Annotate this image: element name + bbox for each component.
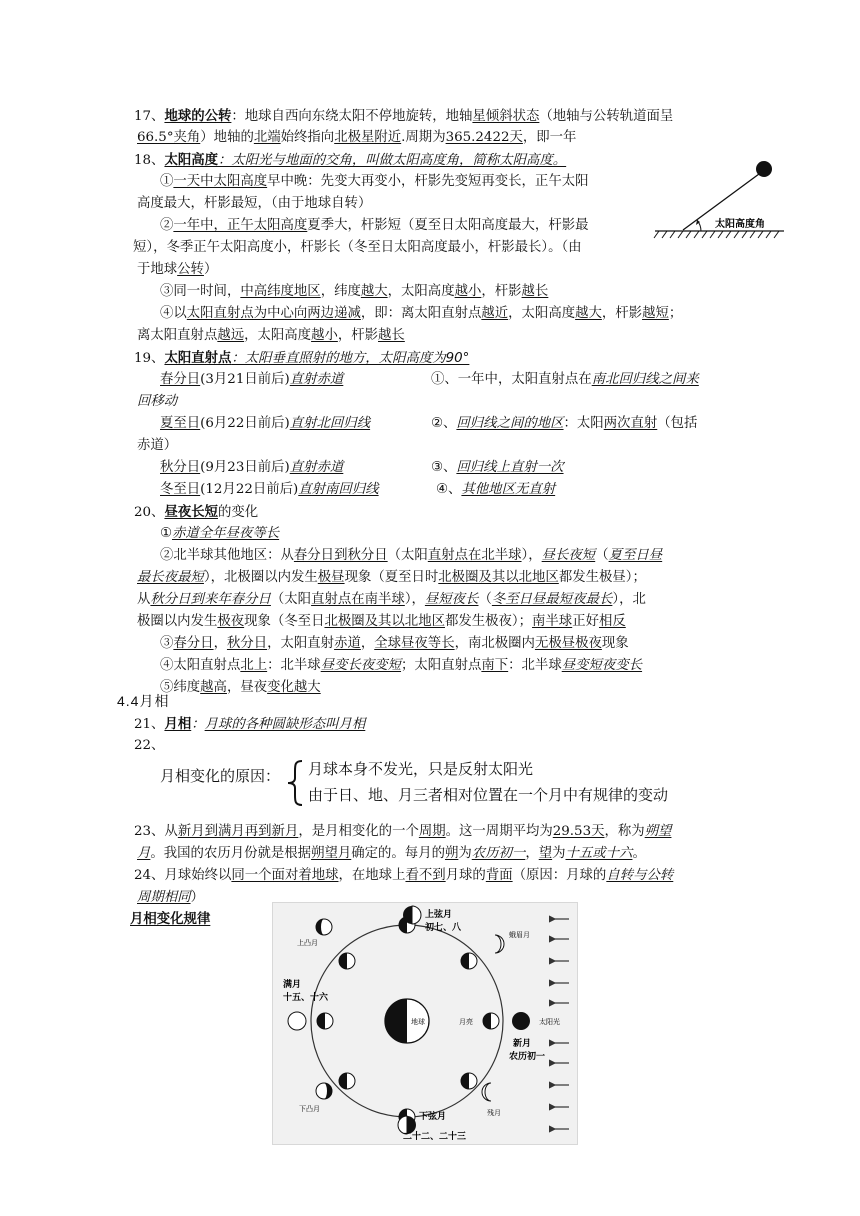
text: （原因：月球的: [512, 868, 607, 883]
first-quarter-label: 上弦月: [425, 910, 453, 920]
keyword: 越长: [521, 284, 549, 299]
text: 。这一周期平均为: [445, 824, 553, 839]
p19-row3-right: [431, 458, 564, 478]
text: 。: [632, 846, 646, 861]
first-quarter-icon: [403, 906, 421, 924]
waning-crescent-icon: [482, 1083, 491, 1101]
text: .周期为: [401, 130, 446, 145]
text: ；: [668, 306, 683, 321]
text: ，即一年: [522, 130, 577, 145]
text: 24、月球始终以: [134, 868, 232, 883]
keyword: 29.53天: [552, 824, 605, 839]
keyword: 冬至日: [160, 482, 201, 497]
sun-altitude-figure: [653, 157, 785, 240]
text: 夏季大，杆影短（夏至日太阳高度最大，杆影最: [307, 218, 589, 233]
p18-title: [134, 150, 566, 171]
last-quarter-day: 二十二、二十三: [403, 1132, 467, 1142]
text: ，即：离太阳直射点: [360, 306, 482, 321]
item-number: 22、: [134, 738, 165, 753]
text: 都发生极夜）；: [444, 614, 533, 629]
reason-item-1: 月球本身不发光，只是反射太阳光: [308, 760, 534, 778]
new-moon-icon: [512, 1012, 530, 1030]
text: ），: [404, 592, 425, 607]
reason-item-2: 由于日、地、月三者相对位置在一个月中有规律的变动: [308, 786, 669, 804]
text: 早中晚：先变大再变小，杆影先变短再变长，正午太阳: [267, 174, 589, 189]
p21-line: [134, 714, 365, 735]
keyword: 看不到: [405, 868, 446, 883]
text: ；太阳直射点: [401, 658, 482, 673]
p20-title: [134, 502, 258, 523]
angle-label: 太阳高度角: [715, 219, 765, 230]
text: ，太阳高度: [387, 284, 455, 299]
keyword: 北极圈及其以北地区: [438, 570, 559, 585]
full-moon-icon: [288, 1012, 306, 1030]
keyword: 朔望月: [311, 846, 352, 861]
orbit-moon-right: [483, 1013, 499, 1029]
text: ：地球自西向东绕太阳不停地旋转，地轴: [231, 109, 473, 124]
keyword: 秋分日: [160, 460, 201, 475]
keyword: 秋分日到来年春分日: [150, 592, 271, 607]
text: 的变化: [218, 505, 259, 520]
moon-phase-svg: [273, 903, 577, 1144]
text: ），: [521, 548, 542, 563]
text: 现象（夏至日时: [344, 570, 439, 585]
keyword: 回归线上直射一次: [456, 460, 564, 475]
keyword: 周期: [418, 824, 446, 839]
text: 都发生极昼）；: [558, 570, 646, 585]
waning-gibbous-icon: [316, 1083, 332, 1099]
text: ，: [525, 846, 539, 861]
earth-label: 地球: [411, 1018, 425, 1026]
p24-line2: [137, 888, 204, 908]
keyword: 昼变长夜变短: [320, 658, 402, 673]
keyword: 直射点在南半球: [311, 592, 405, 607]
last-quarter-label: 下弦月: [419, 1112, 447, 1122]
text: ，: [213, 636, 227, 651]
keyword: 越长: [378, 328, 405, 343]
text: ，太阳高度: [244, 328, 312, 343]
p23-line1: [134, 822, 671, 842]
text: ，太阳直射: [267, 636, 335, 651]
keyword: 朔望: [644, 824, 672, 839]
text: ④太阳直射点: [160, 658, 241, 673]
p18-line1: [160, 172, 589, 192]
orbit-moon-top-right: [461, 953, 477, 969]
keyword: 其他地区无直射: [461, 482, 556, 497]
section-heading: 4.4月相: [117, 693, 170, 709]
item-number: 17、: [134, 109, 165, 124]
text: ：北半球: [508, 658, 562, 673]
waning-gibbous-label: 下凸月: [299, 1105, 320, 1113]
p20-line2: [160, 546, 662, 566]
text: ，杆影: [601, 306, 643, 321]
keyword: 南半球: [532, 614, 573, 629]
keyword: 周期相同: [137, 890, 191, 905]
keyword: 越小: [311, 328, 338, 343]
new-moon-label: 新月: [513, 1039, 532, 1049]
item-number: 18、: [134, 153, 165, 168]
text: 短），冬季正午太阳高度小，杆影长（冬至日太阳高度最小，杆影最长）。（由: [133, 240, 582, 255]
keyword: 农历初一: [471, 846, 526, 861]
full-moon-label: 满月: [283, 980, 302, 990]
waxing-crescent-icon: [495, 935, 504, 953]
keyword: 相反: [598, 614, 626, 629]
p18-line6: [160, 282, 548, 302]
text: ④以: [160, 306, 187, 321]
p19-row2: [160, 414, 370, 434]
text: ⑤纬度: [160, 680, 201, 695]
keyword: 夏至日昼: [608, 548, 663, 563]
text: (3月21日前后): [200, 372, 290, 387]
text: （太阳: [270, 592, 312, 607]
keyword: 越近: [481, 306, 509, 321]
keyword: 冬至日昼最短夜最长: [491, 592, 613, 607]
text: ，太阳高度: [508, 306, 576, 321]
text: (9月23日前后): [200, 460, 290, 475]
moon-phase-title: 月相变化规律: [130, 911, 211, 927]
term: 太阳高度: [164, 152, 218, 168]
p20-line5: [137, 612, 626, 632]
p19-title: [134, 348, 469, 369]
text: 。我国的农历月份就是根据: [150, 846, 312, 861]
full-moon-day: 十五、十六: [283, 993, 329, 1003]
keyword: 直射北回归线: [289, 416, 371, 431]
text: ，杆影: [481, 284, 522, 299]
p19-row2-right: [431, 414, 697, 434]
p17-line1: [134, 106, 673, 127]
term: 太阳直射点: [164, 350, 232, 366]
definition: ：太阳光与地面的交角，叫做太阳高度角，简称太阳高度。: [218, 153, 567, 168]
text: ，纬度: [320, 284, 361, 299]
text: ）: [203, 262, 218, 277]
p20-line6: [160, 634, 629, 654]
keyword: 一天中太阳高度: [173, 174, 268, 189]
p17-line2: [137, 128, 576, 148]
keyword: 66.5°夹角: [137, 130, 201, 145]
keyword: 昼长夜短: [541, 548, 596, 563]
keyword: 极昼: [317, 570, 345, 585]
text: 极圈以内发生: [137, 614, 218, 629]
keyword: 月: [137, 846, 151, 861]
keyword: 赤道: [334, 636, 361, 651]
keyword: 南北回归线之间来: [591, 372, 699, 387]
keyword: 秋分日: [226, 636, 268, 651]
p18-line3: [160, 216, 589, 236]
keyword: 昼变短夜变长: [561, 658, 643, 673]
text: ①: [160, 526, 173, 541]
keyword: 极夜: [217, 614, 245, 629]
p20-line4: [137, 590, 646, 610]
keyword: 越短: [642, 306, 669, 321]
reason-label: 月相变化的原因：: [160, 767, 281, 785]
keyword: 越大: [575, 306, 602, 321]
keyword: 新月到满月再到新月: [177, 824, 299, 839]
keyword: 春分日: [160, 372, 201, 387]
text: ，在地球上: [338, 868, 406, 883]
orbit-moon-bottom-left: [339, 1073, 355, 1089]
p22-number: [134, 736, 164, 756]
text: ，昼夜: [226, 680, 268, 695]
text: 为: [458, 846, 472, 861]
keyword: 同一个面对着地球: [231, 868, 339, 883]
p20-line7: [160, 656, 642, 676]
keyword: 一年中，正午太阳高度: [173, 218, 308, 233]
p19-row4-right: [436, 480, 555, 500]
text: ）: [190, 890, 204, 905]
text: ，南北极圈内: [454, 636, 535, 651]
text: 确定的。每月的: [351, 846, 445, 861]
text: ），北极圈以内发生: [203, 570, 318, 585]
text: 赤道）: [137, 438, 178, 453]
keyword: 中高纬度地区: [240, 284, 321, 299]
term: 月相: [164, 716, 192, 732]
text: ，杆影: [337, 328, 379, 343]
text: （: [478, 592, 492, 607]
p24-line1: [134, 866, 673, 886]
p20-line8: [160, 678, 321, 698]
text: 回移动: [137, 394, 178, 409]
p19-row3: [160, 458, 343, 478]
text: 正好: [572, 614, 599, 629]
keyword: 十五或十六: [565, 846, 633, 861]
keyword: 赤道全年昼夜等长: [172, 526, 280, 541]
text: 为: [552, 846, 566, 861]
text: ：太阳: [563, 416, 604, 431]
first-quarter-day: 初七、八: [425, 923, 462, 933]
p18-line8: [137, 326, 405, 346]
p19-row1: [160, 370, 343, 390]
text: ③、: [431, 460, 457, 475]
text: （太阳: [387, 548, 428, 563]
text: （地轴与公转轨道面呈: [539, 109, 674, 124]
text: （包括: [657, 416, 698, 431]
keyword: 春分日: [173, 636, 214, 651]
p19-row1b: [137, 392, 177, 412]
text: 从: [137, 592, 151, 607]
sunlight-label: 太阳光: [539, 1018, 560, 1026]
keyword: 回归线之间的地区: [456, 416, 564, 431]
keyword: 直射南回归线: [298, 482, 379, 497]
keyword: 昼短夜长: [424, 592, 479, 607]
text: 始终指向: [280, 130, 335, 145]
keyword: 北极圈及其以北地区: [324, 614, 445, 629]
text: ②、: [431, 416, 457, 431]
text: ，: [360, 636, 375, 651]
definition: ：太阳垂直照射的地方，太阳高度为90°: [231, 351, 470, 366]
text: ③同一时间，: [160, 284, 241, 299]
waxing-crescent-label: 蛾眉月: [509, 931, 530, 939]
item-number: 19、: [134, 351, 165, 366]
text: ：: [191, 717, 205, 732]
text: ②: [160, 218, 174, 233]
p18-line4: [133, 238, 582, 258]
moon-phase-diagram: [272, 902, 578, 1145]
orbit-moon-bottom-right: [461, 1073, 477, 1089]
text: ③: [160, 636, 174, 651]
keyword: 无极昼极夜: [534, 636, 602, 651]
keyword: 太阳直射点为中心向两边递减: [186, 306, 361, 321]
keyword: 北极星附近: [334, 130, 402, 145]
moon-phase-reason-figure: [160, 757, 680, 809]
moon-label: 月亮: [459, 1018, 473, 1026]
text: ，称为: [604, 824, 645, 839]
keyword: 直射点在北半球: [427, 548, 522, 563]
keyword: 最长夜最短: [137, 570, 204, 585]
term: 昼夜长短: [164, 504, 218, 520]
text: 高度最大，杆影最短，（由于地球自转）: [137, 196, 372, 211]
orbit-moon-left: [317, 1013, 333, 1029]
keyword: 星倾斜状态: [472, 109, 540, 124]
term: 地球的公转: [164, 108, 232, 124]
keyword: 全球昼夜等长: [374, 636, 455, 651]
definition: 月球的各种圆缺形态叫月相: [204, 717, 366, 732]
ground-hatching: [654, 231, 779, 238]
keyword: 望: [538, 846, 553, 861]
text: ④、: [436, 482, 462, 497]
text: 月球的: [445, 868, 486, 883]
text: 23、从: [134, 824, 178, 839]
keyword: 365.2422天: [445, 130, 523, 145]
keyword: 变化越大: [267, 680, 321, 695]
keyword: 越高: [200, 680, 227, 695]
keyword: 自转与公转: [606, 868, 674, 883]
keyword: 越远: [217, 328, 245, 343]
waxing-gibbous-label: 上凸月: [297, 939, 318, 947]
keyword: 北端: [253, 130, 281, 145]
keyword: 背面: [485, 868, 513, 883]
orbit-moon-top-left: [339, 953, 355, 969]
text: 现象: [601, 636, 629, 651]
text: ），北: [612, 592, 646, 607]
keyword: 直射赤道: [289, 372, 344, 387]
keyword: 两次直射: [603, 416, 658, 431]
keyword: 公转: [177, 262, 204, 277]
p18-line7: [160, 304, 682, 324]
text: (12月22日前后): [200, 482, 299, 497]
p18-line2: [137, 194, 371, 214]
p18-line5: [137, 260, 217, 280]
item-number: 20、: [134, 505, 165, 520]
text: 现象（冬至日: [244, 614, 325, 629]
waning-crescent-label: 残月: [487, 1109, 501, 1117]
text: ①、一年中，太阳直射点在: [431, 372, 592, 387]
keyword: 夏至日: [160, 416, 201, 431]
p20-line3: [137, 568, 646, 588]
keyword: 北上: [240, 658, 268, 673]
text: ，是月相变化的一个: [298, 824, 419, 839]
keyword: 朔: [444, 846, 459, 861]
text: 于地球: [137, 262, 178, 277]
p20-line1: [160, 524, 279, 544]
curly-brace-icon: [286, 759, 304, 807]
p23-line2: [137, 844, 646, 864]
text: ：北半球: [267, 658, 321, 673]
text: 离太阳直射点: [137, 328, 218, 343]
keyword: 南下: [481, 658, 509, 673]
new-moon-day: 农历初一: [509, 1052, 546, 1062]
text: (6月22日前后): [200, 416, 290, 431]
waxing-gibbous-icon: [316, 919, 332, 935]
text: ②北半球其他地区：从: [160, 548, 294, 563]
keyword: 越大: [360, 284, 388, 299]
keyword: 春分日到秋分日: [293, 548, 388, 563]
text: （: [595, 548, 609, 563]
p19-row2b: [137, 436, 177, 456]
keyword: 直射赤道: [289, 460, 344, 475]
item-number: 21、: [134, 717, 165, 732]
text: ①: [160, 174, 174, 189]
text: ）地轴的: [200, 130, 254, 145]
p19-row4: [160, 480, 379, 500]
keyword: 越小: [454, 284, 482, 299]
p19-row1-right: [431, 370, 699, 390]
